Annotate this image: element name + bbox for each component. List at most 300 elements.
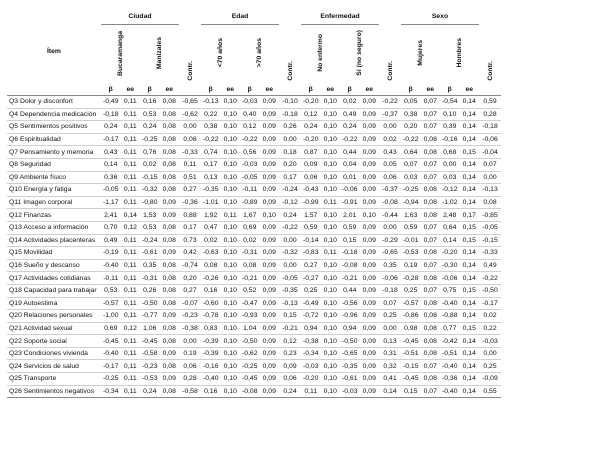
beta-cell: -0,06 <box>440 272 460 285</box>
item-label: Q22 Soporte social <box>7 335 101 348</box>
contrast-cell: -0,37 <box>379 108 401 121</box>
ee-cell: 0,10 <box>321 133 341 146</box>
table-row <box>7 96 501 109</box>
ee-cell: 0,08 <box>160 272 180 285</box>
beta-cell: 1,04 <box>240 322 260 335</box>
table-row <box>7 310 501 323</box>
table-row <box>7 221 501 234</box>
beta-cell: -0,99 <box>301 196 321 209</box>
beta-cell: -0,49 <box>101 96 121 109</box>
beta-cell: 0,02 <box>201 234 221 247</box>
contrast-cell: -0,23 <box>179 310 201 323</box>
ee-cell: 0,10 <box>221 146 241 159</box>
contrast-cell: -0,05 <box>479 221 501 234</box>
ee-cell: 0,11 <box>121 234 141 247</box>
ee-cell: 0,10 <box>221 297 241 310</box>
contrast-label: Contr. <box>286 61 294 81</box>
beta-cell: 0,38 <box>401 108 421 121</box>
item-label: Q12 Finanzas <box>7 209 101 222</box>
beta-cell: -0,03 <box>340 385 360 398</box>
beta-cell: -0,40 <box>440 360 460 373</box>
beta-cell: 0,26 <box>140 284 160 297</box>
beta-cell: -0,39 <box>201 335 221 348</box>
beta-cell: 1,53 <box>140 209 160 222</box>
contrast-cell: 0,15 <box>279 310 301 323</box>
contrast-cell: 0,00 <box>479 171 501 184</box>
ee-header: ee <box>421 83 441 96</box>
beta-cell: -0,32 <box>140 184 160 197</box>
ee-cell: 0,08 <box>160 360 180 373</box>
table-body <box>7 96 501 398</box>
ee-cell: 0,10 <box>321 259 341 272</box>
item-label: Q25 Transporte <box>7 373 101 386</box>
beta-cell: -0,30 <box>440 259 460 272</box>
beta-cell: -0,11 <box>240 184 260 197</box>
ee-cell: 0,14 <box>460 121 480 134</box>
ee-cell: 0,09 <box>360 133 380 146</box>
ee-cell: 0,15 <box>460 221 480 234</box>
beta-cell: -0,39 <box>201 347 221 360</box>
contrast-cell: 0,07 <box>479 158 501 171</box>
contrast-cell: 0,17 <box>179 221 201 234</box>
ee-cell: 0,10 <box>221 373 241 386</box>
contrast-cell: -0,22 <box>379 96 401 109</box>
contrast-cell: 0,06 <box>179 360 201 373</box>
beta-cell: -0,25 <box>401 184 421 197</box>
contrast-cell: 0,00 <box>279 133 301 146</box>
ee-cell: 0,08 <box>160 146 180 159</box>
beta-cell: -0,08 <box>240 385 260 398</box>
beta-cell: 0,12 <box>301 108 321 121</box>
table-row <box>7 272 501 285</box>
ee-cell: 0,10 <box>221 247 241 260</box>
contrast-cell: 0,22 <box>479 322 501 335</box>
ee-cell: 0,09 <box>260 272 280 285</box>
ee-cell: 0,09 <box>360 297 380 310</box>
ee-cell: 0,07 <box>421 121 441 134</box>
ee-cell: 0,09 <box>260 284 280 297</box>
beta-cell: -0,24 <box>140 234 160 247</box>
beta-cell: -0,45 <box>240 373 260 386</box>
contrast-cell: 0,19 <box>179 347 201 360</box>
contrast-cell: 0,06 <box>379 171 401 184</box>
item-label: Q7 Pensamiento y memoria <box>7 146 101 159</box>
beta-cell: 0,03 <box>401 171 421 184</box>
beta-cell: 0,69 <box>101 322 121 335</box>
beta-cell: -1,01 <box>201 196 221 209</box>
contrast-cell: -0,35 <box>279 284 301 297</box>
item-label: Q8 Seguridad <box>7 158 101 171</box>
table-row <box>7 158 501 171</box>
ee-header: ee <box>160 83 180 96</box>
beta-cell: 0,11 <box>301 385 321 398</box>
ee-cell: 0,09 <box>360 347 380 360</box>
ee-cell: 0,08 <box>421 373 441 386</box>
contrast-cell: 0,13 <box>379 335 401 348</box>
ee-cell: 0,08 <box>160 158 180 171</box>
subgroup-header-lt70: <70 años <box>217 38 224 68</box>
ee-cell: 0,10 <box>360 209 380 222</box>
contrast-cell: 0,06 <box>279 373 301 386</box>
ee-cell: 0,09 <box>360 322 380 335</box>
results-table <box>7 8 501 398</box>
beta-cell: -0,57 <box>401 297 421 310</box>
ee-cell: 0,08 <box>160 108 180 121</box>
ee-cell: 0,08 <box>421 196 441 209</box>
beta-cell: -0,18 <box>101 108 121 121</box>
ee-cell: 0,14 <box>460 158 480 171</box>
ee-cell: 0,14 <box>460 133 480 146</box>
beta-cell: 0,15 <box>340 234 360 247</box>
beta-cell: -0,62 <box>240 347 260 360</box>
ee-cell: 0,10 <box>321 322 341 335</box>
contrast-cell: -0,06 <box>479 133 501 146</box>
beta-cell: 0,83 <box>201 322 221 335</box>
item-label: Q11 Imagen corporal <box>7 196 101 209</box>
contrast-cell: -0,36 <box>179 196 201 209</box>
ee-cell: 0,12 <box>121 221 141 234</box>
beta-cell: 0,53 <box>140 221 160 234</box>
ee-cell: 0,11 <box>121 284 141 297</box>
beta-cell: 0,01 <box>340 171 360 184</box>
beta-cell: -0,34 <box>301 347 321 360</box>
contrast-cell: 0,00 <box>379 221 401 234</box>
beta-cell: -0,16 <box>201 360 221 373</box>
beta-cell: 0,10 <box>440 108 460 121</box>
contrast-cell: 0,42 <box>179 247 201 260</box>
ee-cell: 0,10 <box>221 322 241 335</box>
ee-cell: 0,11 <box>121 146 141 159</box>
beta-cell: -0,50 <box>240 335 260 348</box>
contrast-cell: -0,44 <box>379 209 401 222</box>
ee-cell: 0,09 <box>360 335 380 348</box>
beta-cell: -0,05 <box>101 184 121 197</box>
table-row <box>7 184 501 197</box>
ee-cell: 0,15 <box>460 322 480 335</box>
beta-cell: -0,96 <box>340 310 360 323</box>
beta-cell: -0,57 <box>101 297 121 310</box>
beta-cell: -0,51 <box>440 347 460 360</box>
ee-cell: 0,10 <box>221 196 241 209</box>
beta-cell: 0,70 <box>101 221 121 234</box>
beta-cell: 0,24 <box>301 121 321 134</box>
beta-cell: -0,89 <box>240 196 260 209</box>
beta-cell: 0,39 <box>440 121 460 134</box>
ee-cell: 0,08 <box>160 221 180 234</box>
ee-cell: 0,09 <box>260 335 280 348</box>
beta-cell: 0,44 <box>340 284 360 297</box>
ee-cell: 0,09 <box>360 310 380 323</box>
ee-cell: 0,14 <box>460 272 480 285</box>
contrast-cell: 0,08 <box>179 133 201 146</box>
ee-cell: 0,08 <box>160 234 180 247</box>
ee-cell: 0,11 <box>121 272 141 285</box>
ee-cell: 0,09 <box>260 297 280 310</box>
contrast-cell: 0,27 <box>179 184 201 197</box>
beta-cell: -0,93 <box>240 310 260 323</box>
contrast-header-cell <box>179 83 201 96</box>
ee-cell: 0,09 <box>260 373 280 386</box>
beta-cell: -0,08 <box>340 259 360 272</box>
contrast-cell: 0,31 <box>379 347 401 360</box>
contrast-cell: 0,12 <box>279 335 301 348</box>
ee-cell: 0,10 <box>321 221 341 234</box>
beta-cell: -0,47 <box>240 297 260 310</box>
beta-cell: -0,21 <box>240 272 260 285</box>
beta-cell: 0,69 <box>240 221 260 234</box>
beta-cell: -0,40 <box>440 297 460 310</box>
beta-header: β <box>140 83 160 96</box>
ee-cell: 0,17 <box>460 209 480 222</box>
contrast-cell: -0,07 <box>179 297 201 310</box>
ee-cell: 0,09 <box>360 272 380 285</box>
contrast-cell: 0,26 <box>279 121 301 134</box>
beta-cell: 0,38 <box>201 121 221 134</box>
ee-cell: 0,08 <box>421 247 441 260</box>
contrast-cell: 0,43 <box>379 146 401 159</box>
beta-cell: 0,35 <box>140 259 160 272</box>
ee-cell: 0,07 <box>421 171 441 184</box>
ee-cell: 0,09 <box>260 196 280 209</box>
ee-cell: 0,08 <box>421 297 441 310</box>
beta-cell: -0,25 <box>240 360 260 373</box>
ee-cell: 0,11 <box>121 108 141 121</box>
contrast-cell: 0,00 <box>379 121 401 134</box>
beta-cell: 0,15 <box>401 385 421 398</box>
ee-cell: 0,08 <box>160 284 180 297</box>
beta-cell: -0,22 <box>201 133 221 146</box>
beta-cell: 0,47 <box>201 221 221 234</box>
ee-cell: 0,14 <box>460 347 480 360</box>
beta-cell: 0,98 <box>401 322 421 335</box>
beta-cell: -0,25 <box>140 133 160 146</box>
beta-cell: 0,16 <box>201 284 221 297</box>
ee-cell: 0,11 <box>321 196 341 209</box>
beta-cell: -0,21 <box>340 272 360 285</box>
beta-cell: -0,83 <box>301 247 321 260</box>
beta-cell: 0,77 <box>440 322 460 335</box>
beta-cell: 0,94 <box>301 322 321 335</box>
group-header-edad: Edad <box>201 8 279 25</box>
beta-cell: 0,27 <box>301 259 321 272</box>
contrast-cell: 0,02 <box>379 133 401 146</box>
contrast-cell: -0,32 <box>279 247 301 260</box>
ee-cell: 0,11 <box>121 158 141 171</box>
ee-cell: 0,11 <box>121 373 141 386</box>
ee-cell: 0,11 <box>121 121 141 134</box>
table-row <box>7 322 501 335</box>
ee-cell: 0,10 <box>321 184 341 197</box>
ee-cell: 0,07 <box>421 360 441 373</box>
contrast-column-header <box>279 8 301 83</box>
beta-cell: 0,53 <box>140 108 160 121</box>
ee-cell: 0,10 <box>221 335 241 348</box>
beta-cell: -0,03 <box>240 96 260 109</box>
contrast-cell: 0,59 <box>479 96 501 109</box>
ee-cell: 0,09 <box>260 96 280 109</box>
subgroup-header-gt70: >70 años <box>256 38 263 68</box>
ee-cell: 0,08 <box>160 322 180 335</box>
ee-cell: 0,09 <box>260 385 280 398</box>
subgroup-header-manizales: Manizales <box>156 36 163 70</box>
beta-cell: 1,63 <box>401 209 421 222</box>
ee-cell: 0,12 <box>121 322 141 335</box>
ee-cell: 0,09 <box>360 171 380 184</box>
table-row <box>7 360 501 373</box>
table-row <box>7 196 501 209</box>
beta-cell: -0,80 <box>140 196 160 209</box>
beta-cell: 0,20 <box>401 121 421 134</box>
ee-cell: 0,09 <box>360 121 380 134</box>
beta-cell: 0,00 <box>440 158 460 171</box>
item-label: Q14 Actividades placenteras <box>7 234 101 247</box>
ee-cell: 0,14 <box>460 335 480 348</box>
contrast-cell: 0,20 <box>279 158 301 171</box>
ee-cell: 0,14 <box>460 196 480 209</box>
ee-cell: 0,09 <box>360 96 380 109</box>
beta-cell: 0,17 <box>201 158 221 171</box>
beta-cell: -0,60 <box>201 297 221 310</box>
contrast-cell: 0,00 <box>479 347 501 360</box>
ee-cell: 0,09 <box>260 146 280 159</box>
ee-cell: 0,08 <box>160 171 180 184</box>
beta-cell: -0,22 <box>240 133 260 146</box>
beta-cell: 0,64 <box>440 221 460 234</box>
table-row <box>7 347 501 360</box>
beta-cell: 0,59 <box>301 221 321 234</box>
table-row <box>7 259 501 272</box>
beta-cell: -0,31 <box>140 272 160 285</box>
ee-cell: 0,11 <box>121 96 141 109</box>
beta-cell: -0,50 <box>340 335 360 348</box>
beta-cell: -0,36 <box>440 373 460 386</box>
contrast-cell: 0,35 <box>379 259 401 272</box>
beta-cell: 0,22 <box>201 108 221 121</box>
ee-cell: 0,09 <box>360 146 380 159</box>
beta-cell: 0,09 <box>301 158 321 171</box>
ee-cell: 0,10 <box>221 385 241 398</box>
contrast-cell: 0,00 <box>279 234 301 247</box>
ee-cell: 0,10 <box>321 335 341 348</box>
contrast-cell: 0,14 <box>379 385 401 398</box>
table-row <box>7 146 501 159</box>
beta-cell: -0,53 <box>401 247 421 260</box>
ee-cell: 0,09 <box>360 184 380 197</box>
beta-cell: -0,26 <box>201 272 221 285</box>
beta-cell: 0,16 <box>201 385 221 398</box>
beta-cell: -0,40 <box>101 347 121 360</box>
beta-cell: -0,49 <box>301 297 321 310</box>
item-label: Q19 Autoestima <box>7 297 101 310</box>
contrast-cell: 0,07 <box>379 297 401 310</box>
ee-cell: 0,09 <box>360 373 380 386</box>
beta-cell: 0,13 <box>201 171 221 184</box>
ee-cell: 0,10 <box>321 373 341 386</box>
beta-cell: -0,61 <box>140 247 160 260</box>
contrast-cell: 0,49 <box>479 259 501 272</box>
beta-cell: -0,13 <box>201 96 221 109</box>
subgroup-header-no-enfermo: No enfermo <box>317 34 324 72</box>
ee-cell: 0,10 <box>321 234 341 247</box>
beta-cell: 1,06 <box>140 322 160 335</box>
ee-cell: 0,07 <box>421 108 441 121</box>
subgroup-header-hombres: Hombres <box>456 38 463 68</box>
beta-cell: 0,07 <box>401 158 421 171</box>
ee-cell: 0,10 <box>221 347 241 360</box>
ee-cell: 0,10 <box>321 146 341 159</box>
ee-header: ee <box>460 83 480 96</box>
beta-cell: -0,27 <box>301 272 321 285</box>
ee-cell: 0,08 <box>421 335 441 348</box>
beta-cell: -0,22 <box>340 133 360 146</box>
ee-cell: 0,10 <box>221 121 241 134</box>
table-row <box>7 335 501 348</box>
ee-cell: 0,11 <box>121 297 141 310</box>
beta-cell: -0,43 <box>301 184 321 197</box>
beta-cell: 0,25 <box>301 284 321 297</box>
contrast-cell: -0,18 <box>279 108 301 121</box>
contrast-cell: 0,25 <box>379 310 401 323</box>
contrast-cell: -0,22 <box>479 272 501 285</box>
ee-cell: 0,07 <box>421 385 441 398</box>
table-row <box>7 121 501 134</box>
beta-cell: -0,78 <box>201 310 221 323</box>
table-row <box>7 133 501 146</box>
contrast-header-cell <box>379 83 401 96</box>
table-row <box>7 108 501 121</box>
contrast-cell: 0,11 <box>179 158 201 171</box>
contrast-label: Contr. <box>486 61 494 81</box>
item-label: Q9 Ambiente físico <box>7 171 101 184</box>
ee-cell: 0,08 <box>160 335 180 348</box>
beta-cell: 0,59 <box>340 221 360 234</box>
contrast-cell: 0,00 <box>379 322 401 335</box>
beta-header: β <box>201 83 221 96</box>
ee-cell: 0,15 <box>460 234 480 247</box>
ee-cell: 0,09 <box>160 209 180 222</box>
ee-header: ee <box>360 83 380 96</box>
beta-cell: 0,74 <box>201 146 221 159</box>
ee-cell: 0,11 <box>121 259 141 272</box>
ee-cell: 0,09 <box>260 184 280 197</box>
ee-cell: 0,10 <box>221 133 241 146</box>
beta-cell: -0,17 <box>101 133 121 146</box>
contrast-cell: -0,38 <box>179 322 201 335</box>
beta-header: β <box>301 83 321 96</box>
ee-cell: 0,09 <box>360 221 380 234</box>
ee-cell: 0,14 <box>121 209 141 222</box>
ee-cell: 0,11 <box>121 360 141 373</box>
group-header-sexo: Sexo <box>401 8 479 25</box>
item-label: Q13 Acceso a información <box>7 221 101 234</box>
ee-cell: 0,15 <box>460 146 480 159</box>
contrast-cell: -0,18 <box>479 121 501 134</box>
beta-cell: 0,02 <box>240 234 260 247</box>
beta-cell: -0,94 <box>401 196 421 209</box>
beta-cell: -0,54 <box>440 96 460 109</box>
item-label: Q20 Relaciones personales <box>7 310 101 323</box>
beta-cell: 2,48 <box>440 209 460 222</box>
contrast-cell: -0,85 <box>479 209 501 222</box>
beta-cell: 0,03 <box>440 171 460 184</box>
ee-cell: 0,14 <box>460 96 480 109</box>
beta-cell: 2,01 <box>340 209 360 222</box>
beta-cell: -0,06 <box>340 184 360 197</box>
contrast-cell: -0,65 <box>179 96 201 109</box>
item-label: Q6 Espiritualidad <box>7 133 101 146</box>
beta-cell: 0,49 <box>340 108 360 121</box>
beta-header: β <box>401 83 421 96</box>
